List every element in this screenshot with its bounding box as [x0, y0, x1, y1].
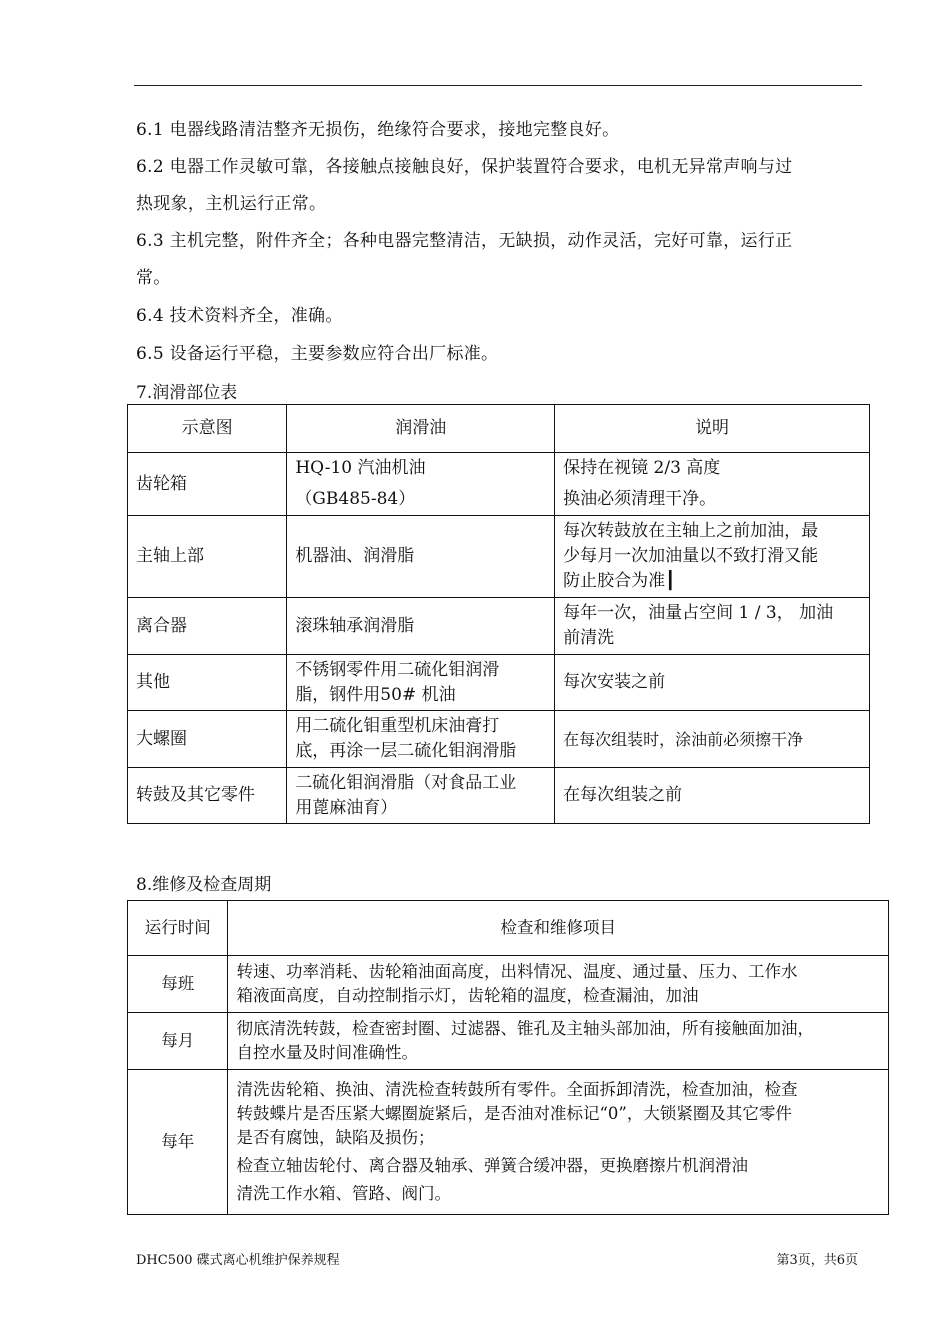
oil-cell	[287, 516, 555, 598]
table-row	[128, 1013, 889, 1070]
part-cell: 其他	[128, 655, 287, 711]
table-header-row	[128, 405, 870, 453]
part-cell: 主轴上部	[128, 516, 287, 598]
maintenance-table	[127, 900, 889, 1215]
footer-document-title: DHC500 碟式离心机维护保养规程	[136, 1253, 340, 1268]
table-header-row	[128, 901, 889, 956]
cell-line: 清洗工作水箱、管路、阀门。	[236, 1184, 451, 1203]
text-line: 6.1 电器线路清洁整齐无损伤，绝缘符合要求，接地完整良好。	[136, 120, 620, 140]
cell-line: 前清洗	[563, 628, 615, 648]
cell-line: 每年一次，油量占空间 1 / 3， 加油	[563, 603, 834, 623]
oil-cell	[287, 768, 555, 824]
items-cell	[228, 956, 889, 1013]
table-row	[128, 453, 870, 516]
cell-line: 每次转鼓放在主轴上之前加油，最	[563, 521, 819, 541]
period-cell: 每月	[128, 1013, 228, 1070]
column-header: 运行时间	[128, 901, 228, 956]
cell-line: 在每次组装之前	[563, 785, 683, 805]
header-rule	[134, 85, 862, 86]
cell-line: 转鼓蝶片是否压紧大螺圈旋紧后，是否油对准标记“0”，大锁紧圈及其它零件	[236, 1104, 792, 1123]
footer-page-number: 第3页，共6页	[776, 1253, 858, 1268]
cell-line: 防止胶合为准┃	[563, 571, 676, 591]
cell-line: 每次安装之前	[563, 672, 666, 692]
column-header: 检查和维修项目	[228, 901, 889, 956]
cell-line: 用蓖麻油育）	[295, 797, 398, 818]
table-row	[128, 956, 889, 1013]
table-row	[128, 655, 870, 711]
cell-line: （GB485-84）	[295, 489, 416, 509]
cell-line: HQ-10 汽油机油	[295, 458, 426, 478]
text-line: 6.2 电器工作灵敏可靠，各接触点接触良好，保护装置符合要求，电机无异常声响与过	[136, 157, 793, 177]
text-line: 热现象，主机运行正常。	[136, 194, 327, 214]
cell-line: 转速、功率消耗、齿轮箱油面高度，出料情况、温度、通过量、压力、工作水	[236, 962, 798, 981]
part-cell: 大螺圈	[128, 711, 287, 768]
note-cell	[555, 516, 870, 598]
cell-line: 底，再涂一层二硫化钼润滑脂	[295, 741, 517, 761]
paragraph-6-3	[136, 223, 866, 297]
paragraph-6-4	[136, 298, 866, 335]
oil-cell	[287, 453, 555, 516]
lubrication-heading: 7.润滑部位表	[136, 383, 238, 403]
cell-line: 是否有腐蚀，缺陷及损伤；	[236, 1128, 435, 1147]
text-line: 6.5 设备运行平稳，主要参数应符合出厂标准。	[136, 344, 499, 364]
cell-line: 少每月一次加油量以不致打滑又能	[563, 546, 819, 566]
cell-line: 二硫化钼润滑脂（对食品工业	[295, 772, 517, 793]
paragraph-6-2	[136, 149, 866, 223]
part-cell: 齿轮箱	[128, 453, 287, 516]
table-row	[128, 768, 870, 824]
table-row	[128, 598, 870, 655]
text-line: 6.3 主机完整，附件齐全；各种电器完整清洁，无缺损，动作灵活，完好可靠，运行正	[136, 231, 793, 251]
cell-line: 在每次组装时，涂油前必须擦干净	[563, 729, 804, 749]
text-line: 常。	[136, 268, 171, 288]
lubrication-table	[127, 404, 870, 824]
note-cell	[555, 598, 870, 655]
note-cell	[555, 711, 870, 768]
items-cell	[228, 1013, 889, 1070]
part-cell: 转鼓及其它零件	[128, 768, 287, 824]
paragraph-6-5	[136, 336, 866, 373]
cell-line: 用二硫化钼重型机床油膏打	[295, 716, 500, 736]
cell-line: 滚珠轴承润滑脂	[295, 615, 415, 636]
paragraph-6-1	[136, 112, 866, 149]
column-header: 说明	[555, 405, 870, 453]
cell-line: 脂，钢件用50# 机油	[295, 684, 456, 705]
table-row	[128, 516, 870, 598]
text-line: 6.4 技术资料齐全，准确。	[136, 306, 343, 326]
cell-line: 保持在视镜 2/3 高度	[563, 458, 721, 478]
cell-line: 换油必须清理干净。	[563, 489, 717, 509]
items-cell	[228, 1070, 889, 1215]
cell-line: 机器油、润滑脂	[295, 546, 415, 566]
cell-line: 箱液面高度，自动控制指示灯，齿轮箱的温度，检查漏油，加油	[236, 986, 699, 1005]
cell-line: 清洗齿轮箱、换油、清洗检查转鼓所有零件。全面拆卸清洗，检查加油，检查	[236, 1080, 798, 1099]
cell-line: 不锈钢零件用二硫化钼润滑	[295, 659, 500, 680]
period-cell: 每班	[128, 956, 228, 1013]
column-header: 润滑油	[287, 405, 555, 453]
table-row	[128, 711, 870, 768]
table-row	[128, 1070, 889, 1215]
note-cell	[555, 768, 870, 824]
oil-cell	[287, 711, 555, 768]
maintenance-heading: 8.维修及检查周期	[136, 875, 272, 895]
cell-line: 自控水量及时间准确性。	[236, 1043, 418, 1062]
part-cell: 离合器	[128, 598, 287, 655]
note-cell	[555, 453, 870, 516]
oil-cell	[287, 655, 555, 711]
cell-line: 检查立轴齿轮付、离合器及轴承、弹簧合缓冲器，更换磨擦片机润滑油	[236, 1156, 748, 1175]
note-cell	[555, 655, 870, 711]
column-header: 示意图	[128, 405, 287, 453]
cell-line: 彻底清洗转鼓，检查密封圈、过滤器、锥孔及主轴头部加油，所有接触面加油，	[236, 1019, 814, 1038]
oil-cell	[287, 598, 555, 655]
period-cell: 每年	[128, 1070, 228, 1215]
